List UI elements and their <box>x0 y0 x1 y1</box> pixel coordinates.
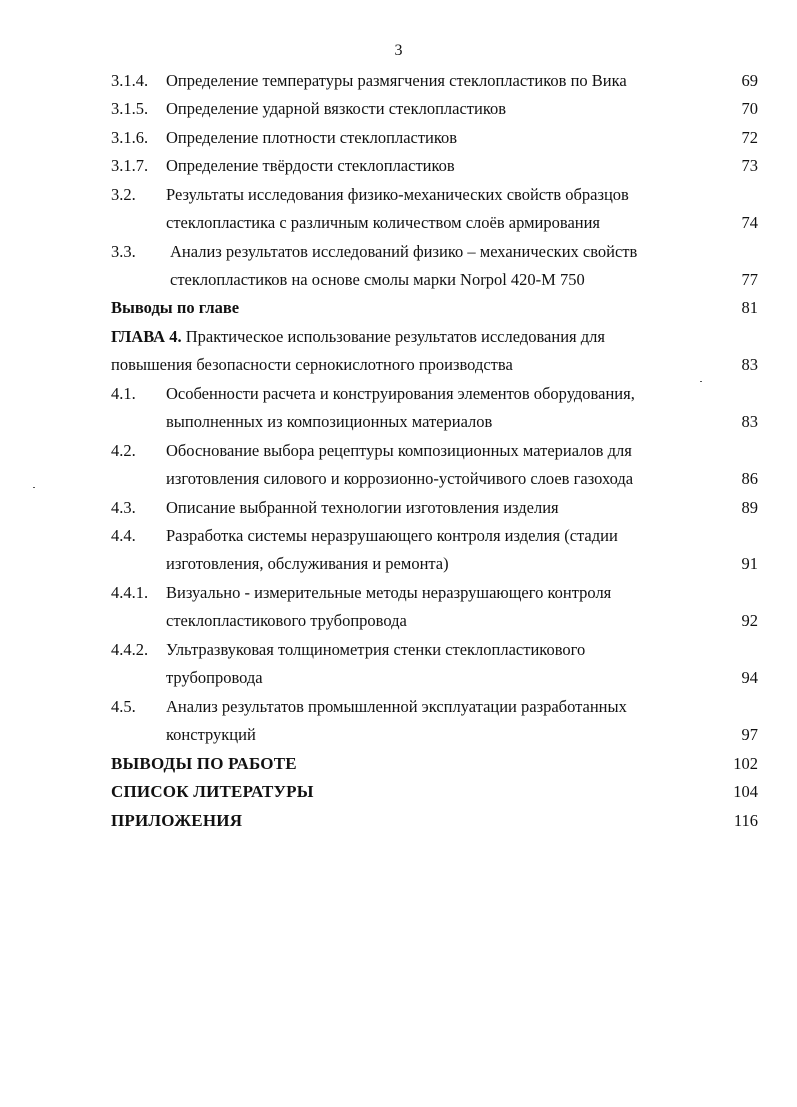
entry-page: 72 <box>741 128 758 147</box>
section-title: СПИСОК ЛИТЕРАТУРЫ <box>111 782 314 801</box>
chapter-title <box>111 323 605 351</box>
section-title: ВЫВОДЫ ПО РАБОТЕ <box>111 754 297 773</box>
entry-number: 3.1.6. <box>111 128 149 147</box>
entry-page: 89 <box>741 498 758 517</box>
chapter-heading-continuation <box>0 351 797 379</box>
entry-title: Описание выбранной технологии изготовления изделия <box>166 498 559 517</box>
toc-entry-continuation <box>0 721 797 749</box>
scan-speck <box>33 487 35 488</box>
entry-number: 4.1. <box>111 384 136 403</box>
entry-title: выполненных из композиционных материалов <box>166 412 493 431</box>
entry-page: 81 <box>741 298 758 317</box>
toc-entry-continuation <box>0 266 797 294</box>
chapter-label: ГЛАВА 4. <box>111 327 182 346</box>
section-title: Выводы по главе <box>111 298 240 317</box>
entry-page: 97 <box>741 725 758 744</box>
chapter-title-text: повышения безопасности сернокислотного производства <box>111 355 513 374</box>
entry-page: 77 <box>741 270 758 289</box>
toc-final-section <box>0 807 797 835</box>
entry-page: 94 <box>741 668 758 687</box>
toc-entry-continuation <box>0 664 797 692</box>
entry-number: 3.1.4. <box>111 71 149 90</box>
entry-title: стеклопластиков на основе смолы марки Norpol 420-M 750 <box>170 270 585 289</box>
entry-number: 4.4.1. <box>111 583 149 602</box>
toc-entry <box>0 437 797 465</box>
toc-entry-continuation <box>0 607 797 635</box>
entry-title: Разработка системы неразрушающего контроля изделия (стадии <box>166 526 618 545</box>
entry-page: 73 <box>741 156 758 175</box>
entry-page: 104 <box>733 782 758 801</box>
entry-number: 4.3. <box>111 498 136 517</box>
entry-title: Ультразвуковая толщинометрия стенки стеклопластикового <box>166 640 586 659</box>
entry-title: Определение плотности стеклопластиков <box>166 128 458 147</box>
toc-entry <box>0 238 797 266</box>
toc-entry-conclusions <box>0 294 797 322</box>
entry-page: 74 <box>741 213 758 232</box>
entry-page: 91 <box>741 554 758 573</box>
entry-title: Анализ результатов промышленной эксплуатации разработанных <box>166 697 627 716</box>
toc-entry <box>0 693 797 721</box>
entry-title: конструкций <box>166 725 256 744</box>
entry-title: стеклопластика с различным количеством слоёв армирования <box>166 213 601 232</box>
toc-final-section <box>0 778 797 806</box>
toc-final-section <box>0 750 797 778</box>
entry-title: Визуально - измерительные методы неразрушающего контроля <box>166 583 612 602</box>
toc-entry-continuation <box>0 465 797 493</box>
toc-entry <box>0 152 797 180</box>
entry-number: 4.5. <box>111 697 136 716</box>
entry-page: 102 <box>733 754 758 773</box>
entry-page: 83 <box>741 412 758 431</box>
entry-title: изготовления силового и коррозионно-устойчивого слоев газохода <box>166 469 634 488</box>
toc-entry <box>0 494 797 522</box>
entry-number: 3.3. <box>111 242 136 261</box>
entry-page: 116 <box>733 811 758 830</box>
entry-number: 3.2. <box>111 185 136 204</box>
toc-entry-continuation <box>0 408 797 436</box>
entry-page: 70 <box>741 99 758 118</box>
entry-title: Анализ результатов исследований физико – механических свойств <box>170 242 638 261</box>
toc-entry <box>0 380 797 408</box>
entry-page: 83 <box>741 355 758 374</box>
entry-number: 4.4. <box>111 526 136 545</box>
toc-entry <box>0 95 797 123</box>
entry-title: Результаты исследования физико-механических свойств образцов <box>166 185 629 204</box>
scan-speck <box>700 381 702 382</box>
toc-entry-continuation <box>0 209 797 237</box>
entry-number: 3.1.5. <box>111 99 149 118</box>
entry-page: 69 <box>741 71 758 90</box>
entry-page: 86 <box>741 469 758 488</box>
toc-entry <box>0 636 797 664</box>
toc-entry-continuation <box>0 550 797 578</box>
page-number: 3 <box>394 42 403 59</box>
entry-title: Определение ударной вязкости стеклопластиков <box>166 99 507 118</box>
toc-entry <box>0 579 797 607</box>
section-title: ПРИЛОЖЕНИЯ <box>111 811 243 830</box>
entry-title: Обоснование выбора рецептуры композиционных материалов для <box>166 441 632 460</box>
entry-number: 4.4.2. <box>111 640 149 659</box>
entry-title: Определение температуры размягчения стеклопластиков по Вика <box>166 71 627 90</box>
toc-entry <box>0 124 797 152</box>
entry-number: 3.1.7. <box>111 156 149 175</box>
toc-entry <box>0 522 797 550</box>
chapter-title-text: Практическое использование результатов исследования для <box>181 327 605 346</box>
entry-title: стеклопластикового трубопровода <box>166 611 407 630</box>
chapter-heading <box>0 323 797 351</box>
toc-entry <box>0 181 797 209</box>
entry-number: 4.2. <box>111 441 136 460</box>
entry-title: Особенности расчета и конструирования элементов оборудования, <box>166 384 635 403</box>
entry-title: трубопровода <box>166 668 263 687</box>
entry-title: Определение твёрдости стеклопластиков <box>166 156 455 175</box>
entry-page: 92 <box>741 611 758 630</box>
toc-entry <box>0 67 797 95</box>
entry-title: изготовления, обслуживания и ремонта) <box>166 554 449 573</box>
